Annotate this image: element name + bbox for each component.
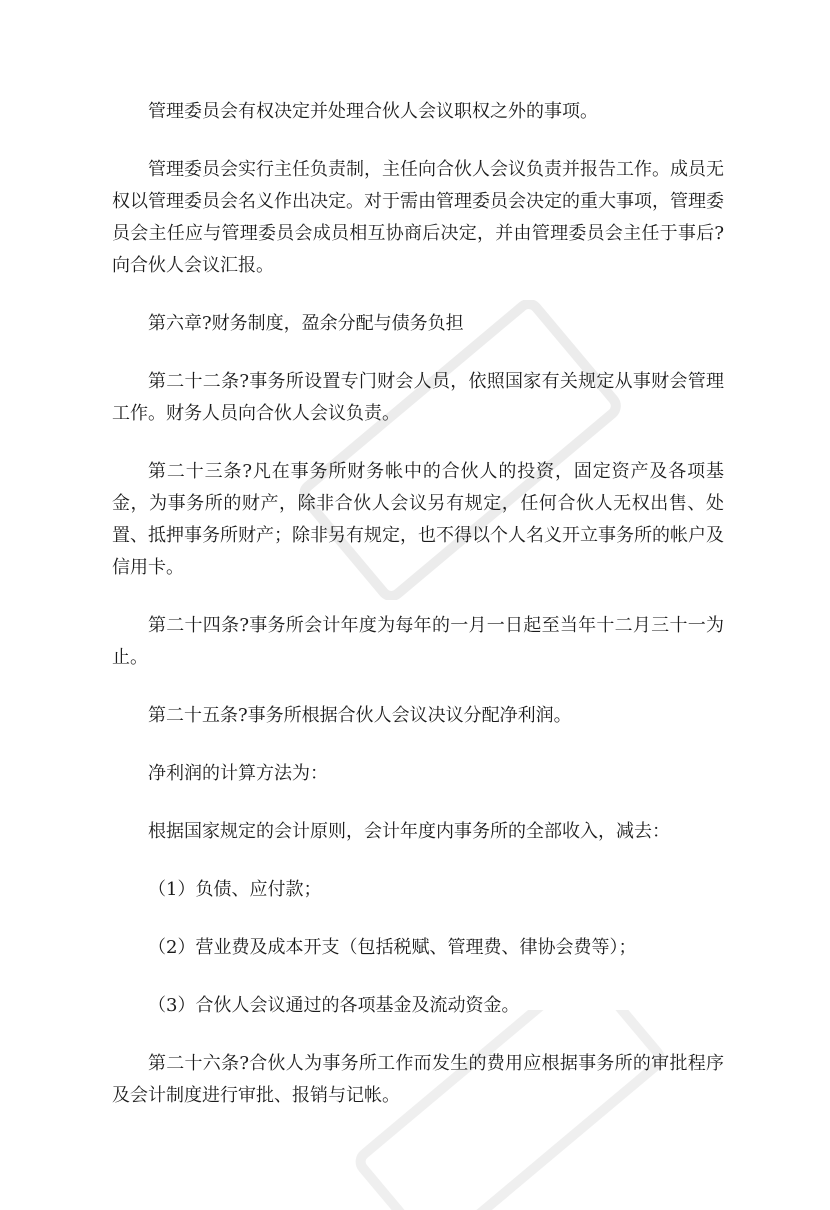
article-24: 第二十四条?事务所会计年度为每年的一月一日起至当年十二月三十一为止。 [112, 615, 724, 668]
document-body [112, 96, 724, 1112]
list-item-2: （2）营业费及成本开支（包括税赋、管理费、律协会费等）； [148, 937, 637, 958]
net-profit-method-text: 根据国家规定的会计原则，会计年度内事务所的全部收入，减去： [148, 821, 670, 842]
paragraph-director-responsibility: 管理委员会实行主任负责制，主任向合伙人会议负责并报告工作。成员无权以管理委员会名义作出决定。对于需由管理委员会决定的重大事项，管理委员会主任应与管理委员会成员相互协商后决定，并由管理委员会主任于事后?向合伙人会议汇报。 [112, 159, 724, 276]
article-26: 第二十六条?合伙人为事务所工作而发生的费用应根据事务所的审批程序及会计制度进行审批、报销与记帐。 [112, 1053, 724, 1106]
list-item-3: （3）合伙人会议通过的各项基金及流动资金。 [148, 995, 520, 1016]
chapter-six-heading: 第六章?财务制度，盈余分配与债务负担 [148, 313, 464, 334]
article-22: 第二十二条?事务所设置专门财会人员，依照国家有关规定从事财会管理工作。财务人员向合伙人会议负责。 [112, 371, 724, 424]
list-item-1: （1）负债、应付款； [148, 879, 322, 900]
article-23: 第二十三条?凡在事务所财务帐中的合伙人的投资，固定资产及各项基金，为事务所的财产，除非合伙人会议另有规定，任何合伙人无权出售、处置、抵押事务所财产；除非另有规定，也不得以个人名义开立事务所的帐户及信用卡。 [112, 461, 724, 578]
article-25: 第二十五条?事务所根据合伙人会议决议分配净利润。 [148, 705, 572, 726]
paragraph-committee-authority: 管理委员会有权决定并处理合伙人会议职权之外的事项。 [148, 101, 598, 122]
net-profit-method-intro: 净利润的计算方法为： [148, 763, 328, 784]
